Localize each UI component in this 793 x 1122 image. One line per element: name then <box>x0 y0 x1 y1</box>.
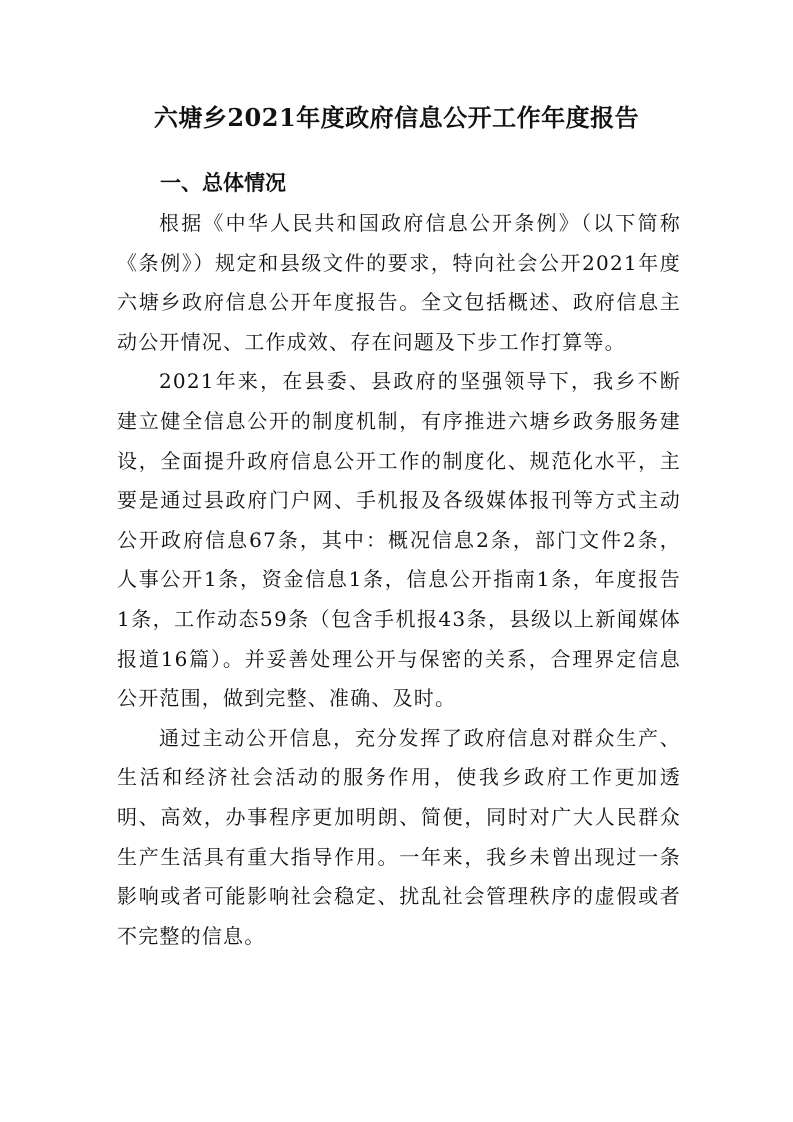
section-heading: 一、总体情况 <box>160 170 286 195</box>
paragraph-effects: 通过主动公开信息，充分发挥了政府信息对群众生产、生活和经济社会活动的服务作用，使我乡政府工作更加透明、高效，办事程序更加明朗、简便，同时对广大人民群众生产生活具有重大指导作用。一年来，我乡未曾出现过一条影响或者可能影响社会稳定、扰乱社会管理秩序的虚假或者不完整的信息。 <box>117 725 681 948</box>
document-title: 六塘乡2021年度政府信息公开工作年度报告 <box>153 103 640 132</box>
paragraph-intro: 根据《中华人民共和国政府信息公开条例》（以下简称《条例》）规定和县级文件的要求，特向社会公开2021年度六塘乡政府信息公开年度报告。全文包括概述、政府信息主动公开情况、工作成效、存在问题及下步工作打算等。 <box>117 211 681 354</box>
paragraph-overview: 2021年来，在县委、县政府的坚强领导下，我乡不断建立健全信息公开的制度机制，有序推进六塘乡政务服务建设，全面提升政府信息公开工作的制度化、规范化水平，主要是通过县政府门户网、手机报及各级媒体报刊等方式主动公开政府信息67条，其中：概况信息2条，部门文件2条，人事公开1条，资金信息1条，信息公开指南1条，年度报告1条，工作动态59条（包含手机报43条，县级以上新闻媒体报道16篇）。并妥善处理公开与保密的关系，合理界定信息公开范围，做到完整、准确、及时。 <box>117 369 681 711</box>
document-body <box>117 204 681 956</box>
